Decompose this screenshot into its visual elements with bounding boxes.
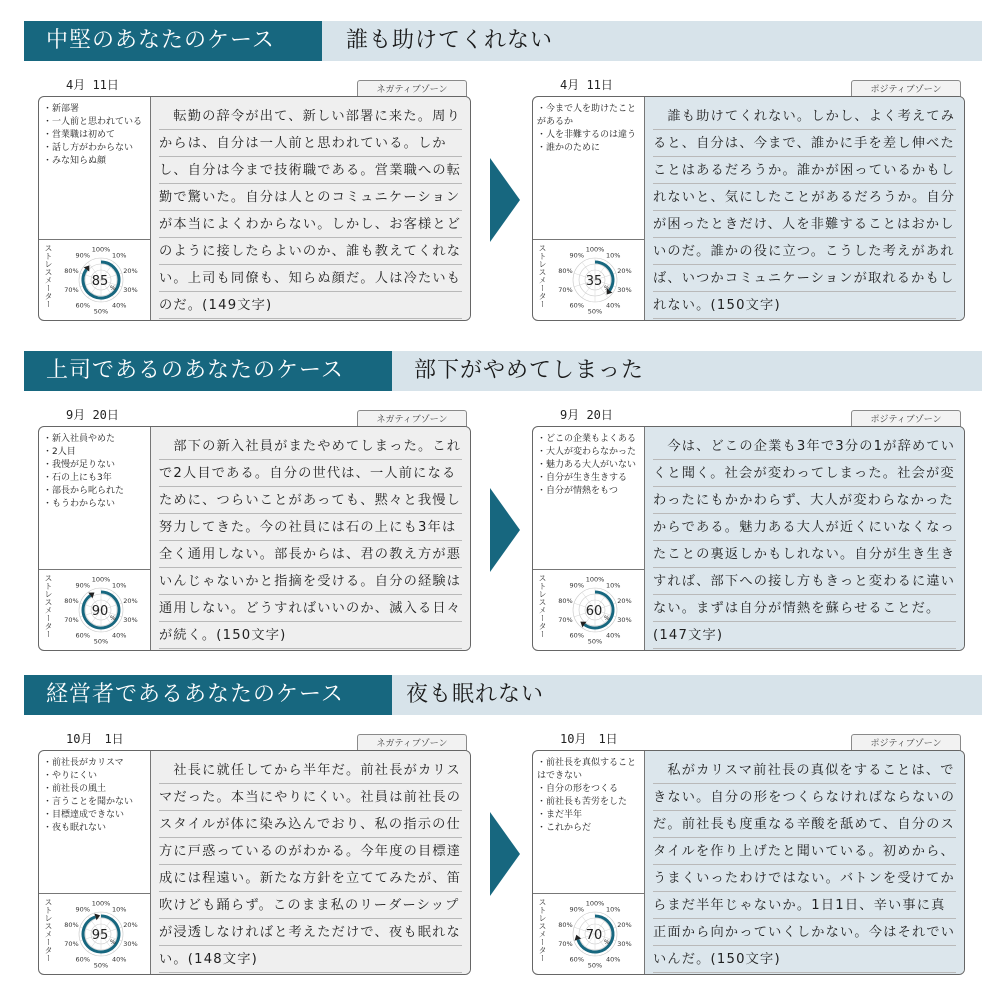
meter-scale-label: 100%	[585, 899, 605, 908]
stress-value: 70	[585, 928, 603, 943]
meter-scale-label: 60%	[569, 631, 585, 640]
percent-sign: %	[604, 285, 610, 292]
stress-meter	[533, 569, 644, 650]
stress-gauge	[53, 894, 149, 974]
card-frame	[532, 96, 965, 321]
section-subtitle: 夜も眠れない	[406, 682, 545, 707]
diary-text-area	[645, 427, 964, 650]
percent-sign: %	[110, 615, 116, 622]
meter-scale-label: 90%	[569, 905, 585, 914]
keyword-item: ・前社長を真似することはできない	[537, 758, 637, 781]
meter-scale-label: 30%	[123, 286, 138, 295]
meter-scale-label: 80%	[64, 920, 79, 929]
section-banner	[24, 675, 982, 715]
keyword-item: ・新部署	[43, 104, 80, 114]
meter-scale-label: 40%	[111, 955, 127, 964]
keyword-list	[43, 433, 149, 511]
keyword-item: ・どこの企業もよくある	[537, 434, 637, 444]
keyword-item: ・話し方がわからない	[43, 143, 134, 153]
meter-scale-label: 20%	[617, 596, 632, 605]
arrow-right-icon	[490, 812, 520, 896]
meter-scale-label: 80%	[558, 920, 573, 929]
keyword-item: ・一人前と思われている	[43, 117, 143, 127]
meter-scale-label: 50%	[587, 961, 603, 970]
diary-text-area	[151, 751, 470, 974]
zone-tab: ネガティブゾーン	[357, 80, 467, 99]
meter-scale-label: 70%	[64, 286, 79, 295]
meter-scale-label: 10%	[111, 251, 127, 260]
meter-scale-label: 70%	[558, 940, 573, 949]
keyword-list	[537, 433, 643, 498]
keyword-list	[43, 103, 149, 168]
stress-meter-label: ストレスメーター	[44, 574, 53, 638]
meter-scale-label: 10%	[111, 581, 127, 590]
keyword-list	[43, 757, 149, 835]
meter-scale-label: 10%	[605, 581, 621, 590]
keyword-item: ・誰かのために	[537, 143, 601, 153]
keyword-item: ・2人目	[43, 447, 76, 457]
keyword-item: ・言うことを聞かない	[43, 797, 134, 807]
meter-scale-label: 40%	[111, 301, 127, 310]
zone-tab: ネガティブゾーン	[357, 734, 467, 753]
positive-card	[532, 406, 965, 651]
stress-gauge	[53, 240, 149, 320]
section-title: 経営者であるあなたのケース	[24, 675, 392, 715]
stress-meter	[533, 239, 644, 320]
meter-scale-label: 50%	[587, 307, 603, 316]
meter-scale-label: 30%	[123, 616, 138, 625]
percent-sign: %	[604, 615, 610, 622]
meter-scale-label: 60%	[569, 301, 585, 310]
keyword-list	[537, 757, 643, 835]
stress-meter-label: ストレスメーター	[44, 244, 53, 308]
keyword-list	[537, 103, 643, 155]
meter-scale-label: 40%	[111, 631, 127, 640]
zone-tab: ネガティブゾーン	[357, 410, 467, 429]
zone-tab: ポジティブゾーン	[851, 80, 961, 99]
entry-date: 10月 1日	[560, 732, 618, 746]
keyword-item: ・みな知らぬ顔	[43, 156, 107, 166]
meter-scale-label: 80%	[64, 596, 79, 605]
keyword-column	[39, 751, 151, 974]
meter-scale-label: 100%	[585, 575, 605, 584]
meter-scale-label: 80%	[64, 266, 79, 275]
section-title: 中堅のあなたのケース	[24, 21, 322, 61]
stress-value: 35	[585, 274, 603, 289]
stress-value: 95	[91, 928, 109, 943]
keyword-column	[39, 97, 151, 320]
meter-scale-label: 80%	[558, 266, 573, 275]
keyword-item: ・これからだ	[537, 823, 592, 833]
meter-scale-label: 90%	[75, 581, 91, 590]
entry-date: 9月 20日	[560, 408, 613, 422]
stress-meter-label: ストレスメーター	[44, 898, 53, 962]
stress-gauge	[547, 894, 643, 974]
keyword-item: ・目標達成できない	[43, 810, 125, 820]
section-banner	[24, 351, 982, 391]
stress-gauge	[547, 240, 643, 320]
keyword-column	[39, 427, 151, 650]
meter-scale-label: 70%	[64, 616, 79, 625]
meter-scale-label: 20%	[123, 920, 138, 929]
entry-date: 4月 11日	[66, 78, 119, 92]
meter-scale-label: 10%	[605, 905, 621, 914]
diary-text: 私がカリスマ前社長の真似をすることは、できない。自分の形をつくらなければならないのだ。前社長も度重なる辛酸を舐めて、自分のスタイルを作り上げたと聞いている。初めから、うまくいったわけではない。バトンを受けてからまだ半年じゃないか。1日1日、辛い事に真正面から向かっていくしかない。今はそれでいいんだ。(150文字)	[653, 757, 956, 973]
meter-scale-label: 100%	[585, 245, 605, 254]
keyword-column	[533, 97, 645, 320]
keyword-item: ・自分が生き生きする	[537, 473, 628, 483]
stress-value: 85	[91, 274, 109, 289]
meter-scale-label: 50%	[93, 637, 109, 646]
meter-scale-label: 10%	[111, 905, 127, 914]
arrow-right-icon	[490, 488, 520, 572]
meter-scale-label: 90%	[75, 905, 91, 914]
meter-scale-label: 70%	[64, 940, 79, 949]
stress-meter	[39, 893, 150, 974]
keyword-item: ・夜も眠れない	[43, 823, 107, 833]
keyword-column	[533, 427, 645, 650]
meter-scale-label: 20%	[617, 266, 632, 275]
keyword-column	[533, 751, 645, 974]
meter-scale-label: 100%	[91, 575, 111, 584]
zone-tab: ポジティブゾーン	[851, 410, 961, 429]
diary-text: 部下の新入社員がまたやめてしまった。これで2人目である。自分の世代は、一人前になるために、つらいことがあっても、黙々と我慢し努力してきた。今の社員には石の上にも3年は全く通用しない。部長からは、君の教え方が悪いんじゃないかと指摘を受ける。自分の経験は通用しない。どうすればいいのか、滅入る日々が続く。(150文字)	[159, 433, 462, 649]
positive-card	[532, 730, 965, 975]
keyword-item: ・人を非難するのは違う	[537, 130, 637, 140]
diary-text: 今は、どこの企業も3年で3分の1が辞めていくと聞く。社会が変わってしまった。社会が変わったにもかかわらず、大人が変わらなかったからである。魅力ある大人が近くにいなくなったことの裏返しかもしれない。自分が生き生きすれば、部下への接し方もきっと変わるに違いない。まずは自分が情熱を蘇らせることだ。(147文字)	[653, 433, 956, 649]
stress-meter	[39, 239, 150, 320]
diary-text-area	[151, 427, 470, 650]
keyword-item: ・前社長も苦労をした	[537, 797, 628, 807]
stress-meter-label: ストレスメーター	[538, 574, 547, 638]
meter-scale-label: 20%	[617, 920, 632, 929]
meter-scale-label: 30%	[617, 616, 632, 625]
keyword-item: ・やりにくい	[43, 771, 98, 781]
stress-meter	[533, 893, 644, 974]
keyword-item: ・石の上にも3年	[43, 473, 112, 483]
entry-date: 10月 1日	[66, 732, 124, 746]
keyword-item: ・前社長がカリスマ	[43, 758, 124, 768]
card-frame	[38, 426, 471, 651]
card-frame	[532, 426, 965, 651]
stress-gauge	[53, 570, 149, 650]
meter-scale-label: 20%	[123, 266, 138, 275]
meter-scale-label: 30%	[617, 286, 632, 295]
keyword-item: ・前社長の風土	[43, 784, 107, 794]
meter-scale-label: 30%	[123, 940, 138, 949]
keyword-item: ・大人が変わらなかった	[537, 447, 637, 457]
keyword-item: ・新入社員やめた	[43, 434, 116, 444]
diary-text-area	[645, 751, 964, 974]
meter-scale-label: 40%	[605, 631, 621, 640]
card-frame	[38, 750, 471, 975]
section-subtitle: 部下がやめてしまった	[414, 358, 645, 383]
keyword-item: ・営業職は初めて	[43, 130, 116, 140]
meter-scale-label: 20%	[123, 596, 138, 605]
keyword-item: ・もうわからない	[43, 499, 116, 509]
meter-scale-label: 50%	[93, 961, 109, 970]
keyword-item: ・まだ半年	[537, 810, 583, 820]
stress-value: 60	[585, 604, 603, 619]
meter-scale-label: 50%	[587, 637, 603, 646]
negative-card	[38, 406, 471, 651]
stress-gauge	[547, 570, 643, 650]
meter-scale-label: 60%	[569, 955, 585, 964]
meter-scale-label: 10%	[605, 251, 621, 260]
arrow-right-icon	[490, 158, 520, 242]
diary-text: 誰も助けてくれない。しかし、よく考えてみると、自分は、今まで、誰かに手を差し伸べたことはあるだろうか。誰かが困っているかもしれないと、気にしたことがあるだろうか。自分が困ったときだけ、人を非難することはおかしいのだ。誰かの役に立つ。こうした考えがあれば、いつかコミュニケーションが取れるかもしれない。(150文字)	[653, 103, 956, 319]
section-title: 上司であるのあなたのケース	[24, 351, 392, 391]
meter-scale-label: 30%	[617, 940, 632, 949]
diary-text-area	[645, 97, 964, 320]
meter-scale-label: 60%	[75, 301, 91, 310]
meter-scale-label: 90%	[75, 251, 91, 260]
entry-date: 4月 11日	[560, 78, 613, 92]
diary-text: 社長に就任してから半年だ。前社長がカリスマだった。本当にやりにくい。社員は前社長のスタイルが体に染み込んでおり、私の指示の仕方に戸惑っているのがわかる。今年度の目標達成には程遠い。新たな方針を立ててみたが、笛吹けども踊らず。このまま私のリーダーシップが浸透しなければと考えただけで、夜も眠れない。(148文字)	[159, 757, 462, 973]
keyword-item: ・部長から叱られた	[43, 486, 125, 496]
section-subtitle: 誰も助けてくれない	[346, 28, 554, 53]
meter-scale-label: 70%	[558, 616, 573, 625]
keyword-item: ・今まで人を助けたことがあるか	[537, 104, 637, 127]
keyword-item: ・自分が情熱をもつ	[537, 486, 619, 496]
diary-text-area	[151, 97, 470, 320]
meter-scale-label: 90%	[569, 251, 585, 260]
stress-value: 90	[91, 604, 109, 619]
card-frame	[38, 96, 471, 321]
keyword-item: ・自分の形をつくる	[537, 784, 619, 794]
percent-sign: %	[110, 939, 116, 946]
meter-scale-label: 100%	[91, 245, 111, 254]
negative-card	[38, 730, 471, 975]
positive-card	[532, 76, 965, 321]
diary-text: 転勤の辞令が出て、新しい部署に来た。周りからは、自分は一人前と思われている。しかし、自分は今まで技術職である。営業職への転勤で驚いた。自分は人とのコミュニケーションが本当によくわからない。しかし、お客様とどのように接したらよいのか、誰も教えてくれない。上司も同僚も、知らぬ顔だ。人は冷たいものだ。(149文字)	[159, 103, 462, 319]
meter-scale-label: 40%	[605, 955, 621, 964]
card-frame	[532, 750, 965, 975]
keyword-item: ・我慢が足りない	[43, 460, 116, 470]
meter-scale-label: 80%	[558, 596, 573, 605]
meter-scale-label: 60%	[75, 631, 91, 640]
meter-scale-label: 100%	[91, 899, 111, 908]
zone-tab: ポジティブゾーン	[851, 734, 961, 753]
negative-card	[38, 76, 471, 321]
meter-scale-label: 60%	[75, 955, 91, 964]
section-banner	[24, 21, 982, 61]
percent-sign: %	[604, 939, 610, 946]
stress-meter-label: ストレスメーター	[538, 898, 547, 962]
meter-scale-label: 70%	[558, 286, 573, 295]
meter-scale-label: 90%	[569, 581, 585, 590]
keyword-item: ・魅力ある大人がいない	[537, 460, 637, 470]
stress-meter-label: ストレスメーター	[538, 244, 547, 308]
percent-sign: %	[110, 285, 116, 292]
meter-scale-label: 40%	[605, 301, 621, 310]
meter-scale-label: 50%	[93, 307, 109, 316]
stress-meter	[39, 569, 150, 650]
entry-date: 9月 20日	[66, 408, 119, 422]
